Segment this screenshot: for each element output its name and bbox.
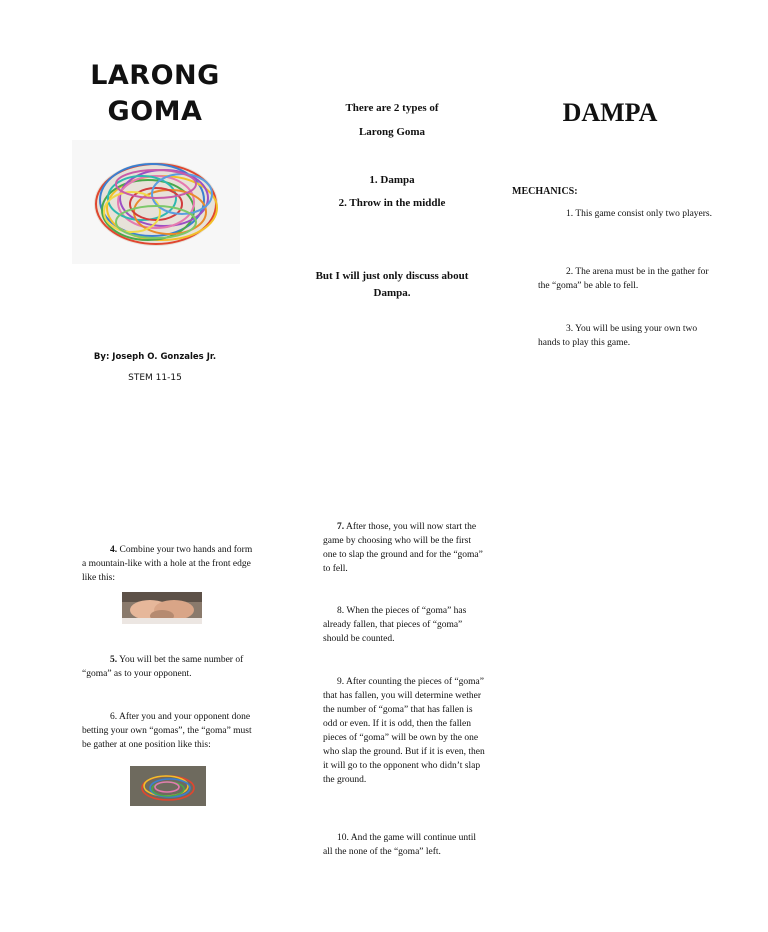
discuss-note [298, 268, 486, 302]
step-8: 8. When the pieces of “goma” has already fallen, that pieces of “goma” should be counted. [323, 606, 467, 644]
step-7 [323, 520, 485, 576]
step-10: 10. And the game will continue until all the none of the “goma” left. [323, 833, 477, 857]
step-5 [82, 653, 254, 681]
mechanic-2: 2. The arena must be in the gather for the “goma” be able to fell. [538, 267, 709, 291]
mechanic-3: 3. You will be using your own two hands to play this game. [538, 324, 698, 348]
rubber-bands-image [72, 140, 240, 264]
title-line-1: LARONG [90, 60, 220, 91]
types-intro-line-1: There are 2 types of [345, 102, 439, 114]
hands-mountain-photo [122, 592, 202, 624]
author-credit: By: Joseph O. Gonzales Jr. [93, 352, 217, 362]
types-intro-line-2: Larong Goma [358, 126, 426, 138]
title-line-2: GOMA [107, 96, 203, 127]
discuss-line-1: But I will just only discuss about [315, 270, 469, 282]
step-4 [82, 543, 254, 585]
mechanic-1: 1. This game consist only two players. [566, 209, 713, 219]
step-4-number: 4. [110, 545, 118, 555]
gathered-goma-photo [130, 766, 206, 806]
mechanics-heading: MECHANICS: [512, 186, 578, 197]
step-5-number: 5. [110, 655, 118, 665]
class-section: STEM 11-15 [128, 373, 182, 383]
step-7-number: 7. [337, 522, 345, 532]
step-9: 9. After counting the pieces of “goma” that has fallen, you will determine wether the number of “goma” that has fallen is odd or even. If it is odd, then the fallen pieces of “goma” will be own by the one who slap the ground. But if it is even, then it will go to the opponent who didn’t slap the ground. [323, 677, 485, 785]
dampa-title: DAMPA [562, 98, 658, 127]
type-item-1: 1. Dampa [369, 174, 415, 186]
step-5-text: You will bet the same number of “goma” as to your opponent. [82, 655, 244, 679]
brochure-title [60, 58, 250, 130]
step-6: 6. After you and your opponent done betting your own “gomas”, the “goma” must be gather at one position like this: [82, 712, 252, 750]
discuss-line-2: Dampa. [373, 287, 411, 299]
type-item-2: 2. Throw in the middle [338, 197, 446, 209]
step-4-text: Combine your two hands and form a mountain-like with a hole at the front edge like this: [82, 545, 253, 583]
step-7-text: After those, you will now start the game by choosing who will be the first one to slap the ground and for the “goma” to fell. [323, 522, 483, 574]
